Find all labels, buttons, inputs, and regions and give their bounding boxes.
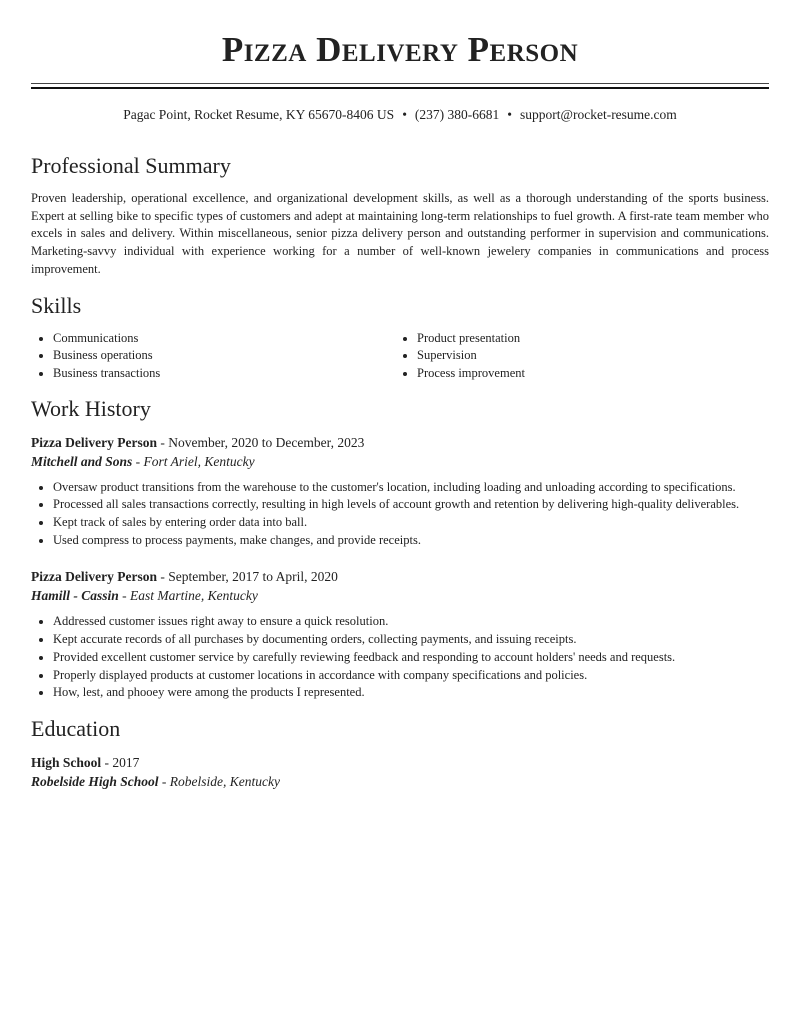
job-bullets	[31, 479, 769, 550]
skill-item: • Supervision	[417, 347, 759, 365]
job-bullet: • How, lest, and phooey were among the products I represented.	[53, 684, 769, 702]
education-degree: High School	[31, 754, 102, 770]
education-school: Robelside High School	[31, 773, 159, 789]
job-heading: Pizza Delivery Person - November, 2020 to December, 2023	[31, 434, 365, 450]
job-employer: Mitchell and Sons - Fort Ariel, Kentucky	[31, 453, 255, 469]
section-title-education: Education	[31, 715, 121, 741]
section-title-work-history: Work History	[31, 395, 151, 421]
skill-item: • Communications	[53, 330, 395, 348]
job-role: Pizza Delivery Person	[31, 569, 157, 585]
skill-item: • Process improvement	[417, 365, 759, 383]
job-bullet: • Oversaw product transitions from the warehouse to the customer's location, including loading and unloading according to specifications.	[53, 479, 769, 497]
job-location: East Martine, Kentucky	[130, 588, 258, 604]
contact-email: support@rocket-resume.com	[520, 107, 677, 122]
education-heading: High School - 2017	[31, 754, 140, 770]
contact-address: Pagac Point, Rocket Resume, KY 65670-8406 US	[123, 107, 395, 122]
bullet-separator: •	[507, 107, 513, 122]
skills-column-right	[395, 330, 759, 383]
job-bullets	[31, 613, 769, 702]
header-divider	[31, 83, 769, 89]
job-bullet: • Provided excellent customer service by carefully reviewing feedback and responding to account holders' needs and requests.	[53, 649, 769, 667]
job-entry	[31, 567, 769, 702]
education-year: 2017	[112, 754, 140, 770]
job-bullet: • Addressed customer issues right away to ensure a quick resolution.	[53, 613, 769, 631]
bullet-separator: •	[402, 107, 407, 122]
job-location: Fort Ariel, Kentucky	[143, 453, 255, 469]
job-company: Hamill - Cassin	[31, 588, 119, 604]
job-bullet: • Used compress to process payments, make changes, and provide receipts.	[53, 532, 769, 550]
skills-list	[31, 330, 769, 383]
contact-phone: (237) 380-6681	[414, 107, 500, 122]
job-company: Mitchell and Sons	[31, 453, 133, 469]
summary-text: Proven leadership, operational excellence, and organizational development skills, as well as a thorough understanding of the sports business. Expert at selling bike to specific types of customers and adept at maintaining long-term relationships to fuel growth. A first-rate team member who excels in sales and delivery. Within miscellaneous, senior pizza delivery person and outstanding performer in supervision and communications. Marketing-savvy individual with experience working for a number of well-known jewelery companies in communications and process improvement.	[31, 191, 769, 276]
job-role: Pizza Delivery Person	[31, 434, 157, 450]
job-bullet: • Kept track of sales by entering order data into ball.	[53, 514, 769, 532]
skill-item: • Business operations	[53, 347, 395, 365]
contact-line	[31, 106, 769, 124]
job-bullet: • Properly displayed products at customer locations in accordance with company specifications and policies.	[53, 667, 769, 685]
candidate-name: Pizza Delivery Person	[221, 30, 579, 69]
education-school-line: Robelside High School - Robelside, Kentucky	[31, 773, 280, 789]
job-bullet: • Processed all sales transactions correctly, resulting in high levels of account growth and retention by delivering high-quality deliverables.	[53, 496, 769, 514]
skill-item: • Product presentation	[417, 330, 759, 348]
job-dates: November, 2020 to December, 2023	[168, 434, 365, 450]
job-dates: September, 2017 to April, 2020	[168, 569, 338, 585]
section-title-skills: Skills	[31, 292, 82, 318]
skills-column-left	[31, 330, 395, 383]
job-bullet: • Kept accurate records of all purchases by documenting orders, collecting payments, and issuing receipts.	[53, 631, 769, 649]
skill-item: • Business transactions	[53, 365, 395, 383]
section-title-summary: Professional Summary	[31, 153, 231, 178]
education-location: Robelside, Kentucky	[169, 773, 280, 789]
job-employer: Hamill - Cassin - East Martine, Kentucky	[31, 588, 258, 604]
job-entry	[31, 433, 769, 550]
job-heading: Pizza Delivery Person - September, 2017 to April, 2020	[31, 569, 338, 585]
education-entry	[31, 753, 769, 791]
